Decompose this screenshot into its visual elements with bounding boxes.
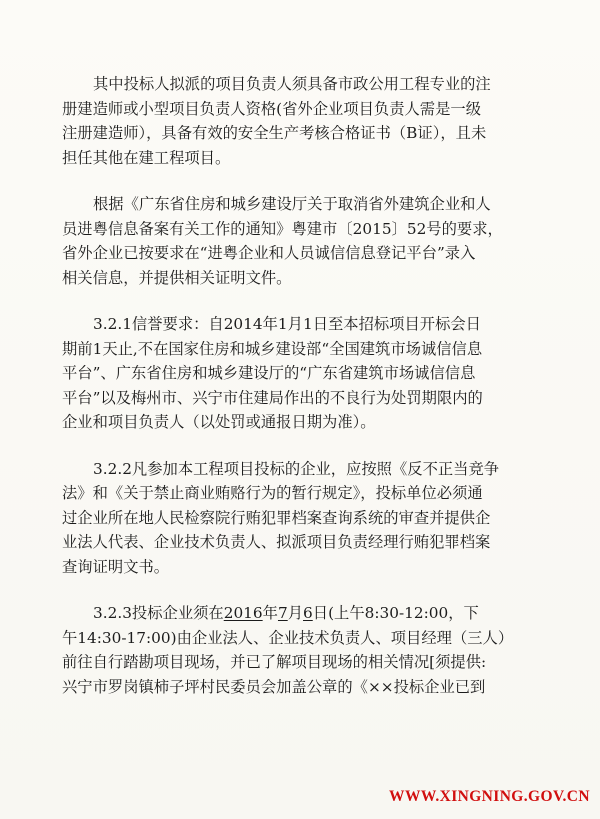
- text-line: 3.2.1信誉要求：自2014年1月1日至本招标项目开标会日: [93, 315, 481, 333]
- text-line: 午14:30-17:00)由企业法人、企业技术负责人、项目经理（三人）: [62, 628, 514, 647]
- text-line: 前往自行踏勘项目现场，并已了解项目现场的相关情况[须提供:: [62, 653, 487, 671]
- paragraph-gap: [62, 290, 532, 312]
- text-line: 查询证明文书。: [62, 557, 170, 576]
- paragraph-gap: [62, 170, 532, 192]
- text-line: 业法人代表、企业技术负责人、拟派项目负责经理行贿犯罪档案: [62, 533, 491, 551]
- text-line-with-date: [62, 601, 532, 626]
- text-line: 相关信息，并提供相关证明文件。: [62, 268, 292, 287]
- text-line: 期前1天止,不在国家住房和城乡建设部“全国建筑市场诚信信息: [62, 339, 483, 358]
- text-line: 省外企业已按要求在“进粤企业和人员诚信信息登记平台”录入: [62, 244, 476, 262]
- month-unit: 月: [287, 604, 304, 622]
- paragraph-gap: [62, 435, 532, 457]
- paragraph-gap: [62, 579, 532, 601]
- text-line: 平台”、广东省住房和城乡建设厅的“广东省建筑市场诚信信息: [62, 364, 476, 382]
- site-visit-prefix: 3.2.3投标企业须在: [93, 604, 224, 622]
- text-line: 员进粤信息备案有关工作的通知》粤建市〔2015〕52号的要求，: [62, 219, 503, 238]
- day-unit: 日: [312, 604, 329, 622]
- text-line: 兴宁市罗岗镇柿子坪村民委员会加盖公章的《××投标企业已到: [62, 677, 486, 696]
- site-visit-month: 7: [277, 604, 288, 622]
- text-line: 根据《广东省住房和城乡建设厅关于取消省外建筑企业和人: [93, 195, 491, 213]
- site-visit-time-suffix: (上午8:30-12:00，下: [328, 604, 479, 622]
- website-watermark: WWW.XINGNING.GOV.CN: [389, 788, 590, 805]
- site-visit-day: 6: [303, 604, 313, 622]
- text-line: 过企业所在地人民检察院行贿犯罪档案查询系统的审查并提供企: [62, 508, 491, 527]
- text-line: 担任其他在建工程项目。: [62, 148, 231, 167]
- paragraph-bribery-record-check: [62, 457, 532, 580]
- year-unit: 年: [262, 604, 278, 622]
- paragraph-site-inspection: [62, 601, 532, 699]
- site-visit-year: 2016: [223, 604, 263, 622]
- paragraph-credit-requirement: [62, 312, 532, 435]
- paragraph-out-of-province-registration: [62, 192, 532, 290]
- paragraph-project-manager-requirement: [62, 72, 532, 170]
- text-line: 企业和项目负责人（以处罚或通报日期为准）。: [62, 413, 376, 431]
- text-line: 册建造师或小型项目负责人资格(省外企业项目负责人需是一级: [62, 99, 481, 118]
- text-line: 注册建造师），具备有效的安全生产考核合格证书（B证），且未: [62, 124, 487, 142]
- text-line: 平台”以及梅州市、兴宁市住建局作出的不良行为处罚期限内的: [62, 388, 483, 407]
- text-line: 3.2.2凡参加本工程项目投标的企业，应按照《反不正当竞争: [93, 459, 500, 478]
- document-body: [62, 72, 532, 699]
- text-line: 法》和《关于禁止商业贿赂行为的暂行规定》，投标单位必须通: [62, 484, 483, 502]
- text-line: 其中投标人拟派的项目负责人须具备市政公用工程专业的注: [93, 75, 491, 93]
